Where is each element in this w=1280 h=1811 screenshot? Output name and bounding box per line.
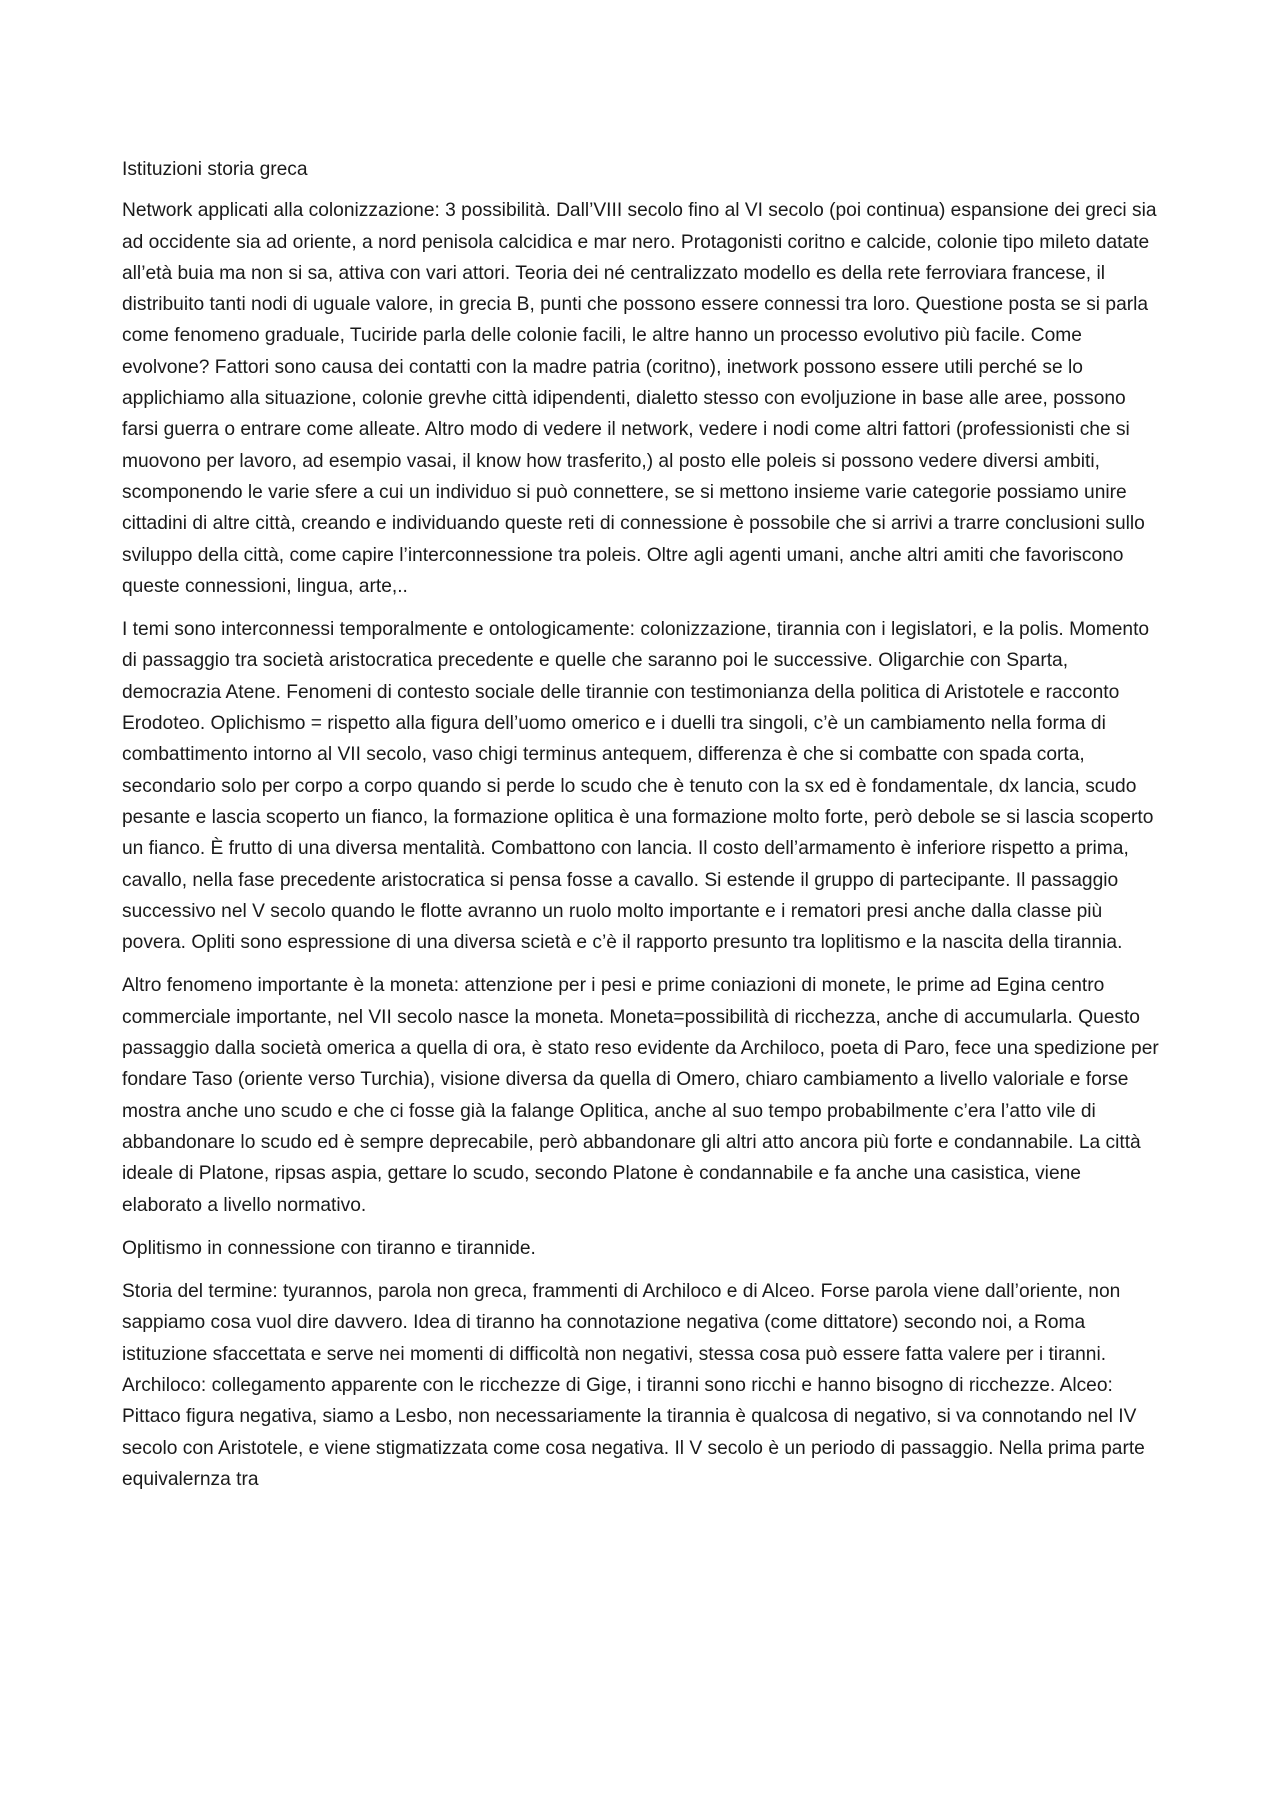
paragraph-network-colonization: Network applicati alla colonizzazione: 3 possibilità. Dall’VIII secolo fino al VI secolo (poi continua) espansione dei greci sia ad occidente sia ad oriente, a nord penisola calcidica e mar nero. Protagonisti coritno e calcide, colonie tipo mileto datate all’età buia ma non si sa, attiva con vari attori. Teoria dei né centralizzato modello es della rete ferroviara francese, il distribuito tanti nodi di uguale valore, in grecia B, punti che possono essere connessi tra loro. Questione posta se si parla come fenomeno graduale, Tuciride parla delle colonie facili, le altre hanno un processo evolutivo più facile. Come evolvone? Fattori sono causa dei contatti con la madre patria (coritno), inetwork possono essere utili perché se lo applichiamo alla situazione, colonie grevhe città idipendenti, dialetto stesso con evoljuzione in base alle aree, possono farsi guerra o entrare come alleate. Altro modo di vedere il network, vedere i nodi come altri fattori (professionisti che si muovono per lavoro, ad esempio vasai, il know how trasferito,) al posto elle poleis si possono vedere diversi ambiti, scomponendo le varie sfere a cui un individuo si può connettere, se si mettono insieme varie categorie possiamo unire cittadini di altre città, creando e individuando queste reti di connessione è possobile che si arrivi a trarre conclusioni sullo sviluppo della città, come capire l’interconnessione tra poleis. Oltre agli agenti umani, anche altri amiti che favoriscono queste connessioni, lingua, arte,.. [122,200,1157,597]
paragraph-term-history: Storia del termine: tyurannos, parola non greca, frammenti di Archiloco e di Alceo. Forse parola viene dall’oriente, non sappiamo cosa vuol dire davvero. Idea di tiranno ha connotazione negativa (come dittatore) secondo noi, a Roma istituzione sfaccettata e serve nei momenti di difficoltà non negativi, stessa cosa può essere fatta valere per i tiranni. Archiloco: collegamento apparente con le ricchezze di Gige, i tiranni sono ricchi e hanno bisogno di ricchezze. Alceo: Pittaco figura negativa, siamo a Lesbo, non necessariamente la tirannia è qualcosa di negativo, si va connotando nel IV secolo con Aristotele, e viene stigmatizzata come cosa negativa. Il V secolo è un periodo di passaggio. Nella prima parte equivalernza tra [122,1281,1145,1490]
paragraph-coinage: Altro fenomeno importante è la moneta: attenzione per i pesi e prime coniazioni di monete, le prime ad Egina centro commerciale importante, nel VII secolo nasce la moneta. Moneta=possibilità di ricchezza, anche di accumularla. Questo passaggio dalla società omerica a quella di ora, è stato reso evidente da Archiloco, poeta di Paro, fece una spedizione per fondare Taso (oriente verso Turchia), visione diversa da quella di Omero, chiaro cambiamento a livello valoriale e forse mostra anche uno scudo e che ci fosse già la falange Oplitica, anche al suo tempo probabilmente c’era l’atto vile di abbandonare lo scudo ed è sempre deprecabile, però abbandonare gli altri atto ancora più forte e condannabile. La città ideale di Platone, ripsas aspia, gettare lo scudo, secondo Platone è condannabile e fa anche una casistica, viene elaborato a livello normativo. [122,975,1159,1216]
paragraph-themes-hoplitism: I temi sono interconnessi temporalmente e ontologicamente: colonizzazione, tirannia con i legislatori, e la polis. Momento di passaggio tra società aristocratica precedente e quelle che saranno poi le successive. Oligarchie con Sparta, democrazia Atene. Fenomeni di contesto sociale delle tirannie con testimonianza della politica di Aristotele e racconto Erodoteo. Oplichismo = rispetto alla figura dell’uomo omerico e i duelli tra singoli, c’è un cambiamento nella forma di combattimento intorno al VII secolo, vaso chigi terminus antequem, differenza è che si combatte con spada corta, secondario solo per corpo a corpo quando si perde lo scudo che è tenuto con la sx ed è fondamentale, dx lancia, scudo pesante e lascia scoperto un fianco, la formazione oplitica è una formazione molto forte, però debole se si lascia scoperto un fianco. È frutto di una diversa mentalità. Combattono con lancia. Il costo dell’armamento è inferiore rispetto a prima, cavallo, nella fase precedente aristocratica si pensa fosse a cavallo. Si estende il gruppo di partecipante. Il passaggio successivo nel V secolo quando le flotte avranno un ruolo molto importante e i rematori presi anche dalla classe più povera. Opliti sono espressione di una diversa scietà e c’è il rapporto presunto tra loplitismo e la nascita della tirannia. [122,619,1154,954]
document-body [122,154,1162,1507]
paragraph-hoplitism-tyranny: Oplitismo in connessione con tiranno e tirannide. [122,1237,536,1259]
document-title: Istituzioni storia greca [122,159,308,180]
